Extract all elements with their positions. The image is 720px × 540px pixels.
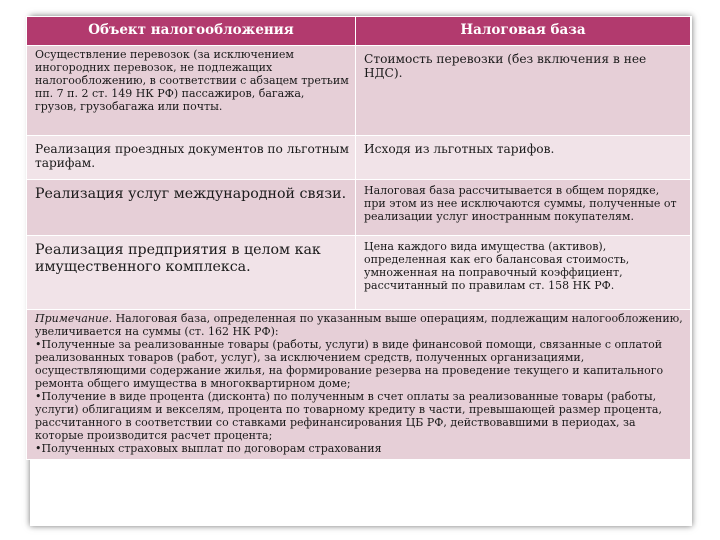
row-base-cell: Стоимость перевозки (без включения в нее НДС). [356, 46, 691, 136]
header-object: Объект налогообложения [27, 17, 356, 46]
table-header-row [27, 17, 691, 46]
table-row [27, 236, 691, 310]
note-item: •Полученные за реализованные товары (работы, услуги) в виде финансовой помощи, связанные с оплатой реализованных товаров (работ, услуг), за исключением средств, полученных организациями, осуществляющими содержание жилья, на формирование резерва на проведение текущего и капитального ремонта общего имущества в многоквартирном доме; [35, 337, 664, 390]
row-object-cell: Реализация проездных документов по льготным тарифам. [27, 136, 356, 180]
header-tax-base: Налоговая база [356, 17, 691, 46]
row-base-cell: Налоговая база рассчитывается в общем порядке, при этом из нее исключаются суммы, полученные от реализации услуг иностранным покупателям. [356, 180, 691, 236]
row-object-cell: Реализация услуг международной связи. [27, 180, 356, 236]
note-item: •Получение в виде процента (дисконта) по полученным в счет оплаты за реализованные товары (работы, услуги) облигациям и векселям, процента по товарному кредиту в части, превышающей размер процента, рассчитанного в соответствии со ставками рефинансирования ЦБ РФ, действовавшими в периодах, за которые производится расчет процента; [35, 389, 662, 442]
row-object-cell: Реализация предприятия в целом как имущественного комплекса. [27, 236, 356, 310]
note-row [27, 310, 691, 460]
note-item: •Полученных страховых выплат по договорам страхования [35, 441, 382, 455]
note-cell [27, 310, 691, 460]
table-row [27, 180, 691, 236]
note-label: Примечание. [35, 312, 113, 325]
row-base-cell: Цена каждого вида имущества (активов), определенная как его балансовая стоимость, умноженная на поправочный коэффициент, рассчитанный по правилам ст. 158 НК РФ. [356, 236, 691, 310]
table-row [27, 136, 691, 180]
table-row [27, 46, 691, 136]
row-base-cell: Исходя из льготных тарифов. [356, 136, 691, 180]
row-object-cell: Осуществление перевозок (за исключением иногородних перевозок, не подлежащих налогообложению, в соответствии с абзацем третьим пп. 7 п. 2 ст. 149 НК РФ) пассажиров, багажа, грузов, грузобагажа или почты. [27, 46, 356, 136]
note-intro: Налоговая база, определенная по указанным выше операциям, подлежащим налогообложению, увеличивается на суммы (ст. 162 НК РФ): [35, 312, 683, 338]
tax-base-table [26, 16, 691, 460]
